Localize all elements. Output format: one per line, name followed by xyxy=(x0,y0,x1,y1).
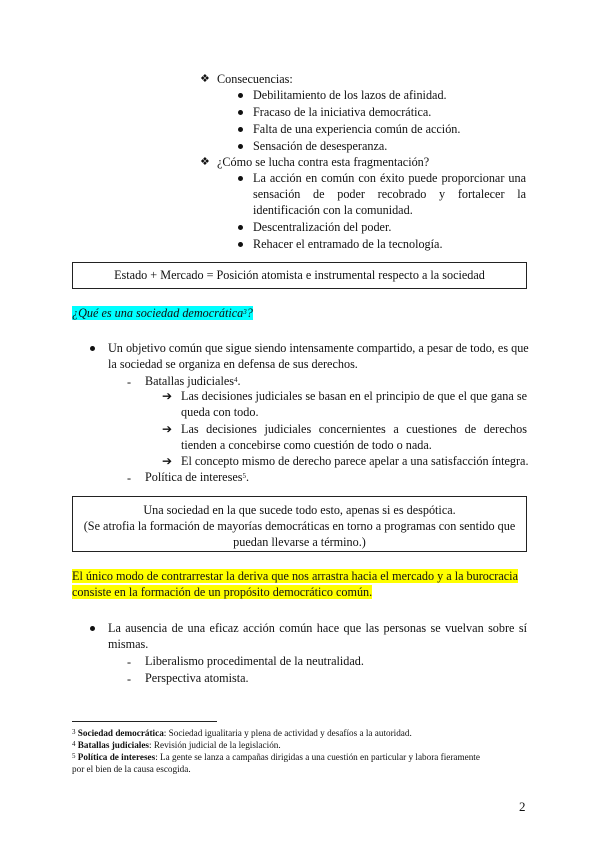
question-text: ¿Qué es una sociedad democrática xyxy=(72,306,244,320)
batallas-end: . xyxy=(237,374,241,388)
bullet-icon xyxy=(238,144,243,149)
arrow-icon: ➔ xyxy=(162,389,173,403)
paragraph-line: la sociedad se organiza en defensa de sus derechos. xyxy=(108,357,358,371)
highlight-text: El único modo de contrarrestar la deriva que nos arrastra hacia el mercado y a la burocracia xyxy=(72,569,518,583)
dash-bullet: - xyxy=(127,672,132,686)
politica-text: Política de intereses xyxy=(145,470,243,484)
fragmentacion-heading: ¿Cómo se lucha contra esta fragmentación? xyxy=(217,155,430,169)
bullet-icon xyxy=(238,127,243,132)
dash-bullet: - xyxy=(127,471,132,485)
bullet-icon xyxy=(238,225,243,230)
equation-box xyxy=(72,262,527,289)
diamond-bullet-icon: ❖ xyxy=(200,73,210,85)
bullet-icon xyxy=(238,93,243,98)
list-item: Debilitamiento de los lazos de afinidad. xyxy=(253,88,447,102)
footnote-text: : Revisión judicial de la legislación. xyxy=(149,740,281,750)
list-item: Sensación de desesperanza. xyxy=(253,139,388,153)
highlight-text: consiste en la formación de un propósito democrático común. xyxy=(72,585,373,599)
arrow-icon: ➔ xyxy=(162,422,173,436)
bullet-icon xyxy=(90,346,95,351)
despotic-box xyxy=(72,496,527,552)
footnote-ref: 3 xyxy=(243,308,247,316)
footnote-term: Sociedad democrática xyxy=(77,728,164,738)
arrow-item-line: Las decisiones judiciales concernientes a cuestiones de derechos xyxy=(181,422,527,436)
equation-text: Estado + Mercado = Posición atomista e instrumental respecto a la sociedad xyxy=(114,268,485,282)
list-item-line: identificación con la comunidad. xyxy=(253,203,413,217)
list-item: Fracaso de la iniciativa democrática. xyxy=(253,105,432,119)
highlight-line xyxy=(72,568,518,584)
paragraph-line: Un objetivo común que sigue siendo intensamente compartido, a pesar de todo, es que xyxy=(108,341,529,355)
politica-label xyxy=(145,469,249,485)
footnote xyxy=(72,727,412,739)
politica-end: . xyxy=(245,470,250,484)
list-item-line: La acción en común con éxito puede proporcionar una xyxy=(253,171,526,185)
footnote-ref: 5 xyxy=(242,472,246,480)
arrow-item-line: queda con todo. xyxy=(181,405,259,419)
question-end: ? xyxy=(246,306,253,320)
batallas-text: Batallas judiciales xyxy=(145,374,235,388)
footnote xyxy=(72,739,281,751)
page-number: 2 xyxy=(519,799,526,814)
list-item: Falta de una experiencia común de acción. xyxy=(253,122,461,136)
dash-bullet: - xyxy=(127,375,132,389)
highlight-line xyxy=(72,584,372,600)
arrow-item-line: tienden a concebirse como cuestión de todo o nada. xyxy=(181,438,432,452)
footnote-continuation: por el bien de la causa escogida. xyxy=(72,764,191,774)
footnote-number: 4 xyxy=(72,740,76,748)
section-question xyxy=(72,305,253,321)
arrow-icon: ➔ xyxy=(162,454,173,468)
bullet-icon xyxy=(238,176,243,181)
arrow-item-line: Las decisiones judiciales se basan en el principio de que el que gana se xyxy=(181,389,527,403)
footnote-separator xyxy=(72,721,217,722)
list-item: Descentralización del poder. xyxy=(253,220,392,234)
list-item: Rehacer el entramado de la tecnología. xyxy=(253,237,443,251)
consecuencias-heading: Consecuencias: xyxy=(217,72,293,86)
list-item: Perspectiva atomista. xyxy=(145,671,249,685)
list-item-line: sensación de poder recobrado y fortalecer la xyxy=(253,187,526,201)
footnote-text: : Sociedad igualitaria y plena de actividad y desafíos a la autoridad. xyxy=(163,728,412,738)
list-item: Liberalismo procedimental de la neutralidad. xyxy=(145,654,364,668)
footnote-number: 3 xyxy=(72,728,76,736)
dash-bullet: - xyxy=(127,655,132,669)
bullet-icon xyxy=(90,626,95,631)
footnote-text: : La gente se lanza a campañas dirigidas a una cuestión en particular y labora fieramente xyxy=(155,752,480,762)
footnote-ref: 4 xyxy=(234,376,238,384)
box-line: Una sociedad en la que sucede todo esto, apenas si es despótica. xyxy=(143,503,456,517)
box-line: (Se atrofia la formación de mayorías democráticas en torno a programas con sentido que xyxy=(83,519,516,533)
bullet-icon xyxy=(238,110,243,115)
paragraph-line: mismas. xyxy=(108,637,149,651)
bullet-icon xyxy=(238,242,243,247)
batallas-label xyxy=(145,373,241,389)
footnote-number: 5 xyxy=(72,752,76,760)
diamond-bullet-icon: ❖ xyxy=(200,156,210,168)
footnote xyxy=(72,751,480,763)
box-line: puedan llevarse a término.) xyxy=(233,535,366,549)
footnote-term: Política de intereses xyxy=(77,752,156,762)
footnote-term: Batallas judiciales xyxy=(77,740,150,750)
paragraph-line: La ausencia de una eficaz acción común hace que las personas se vuelvan sobre sí xyxy=(108,621,527,635)
arrow-item-line: El concepto mismo de derecho parece apelar a una satisfacción íntegra. xyxy=(181,454,529,468)
